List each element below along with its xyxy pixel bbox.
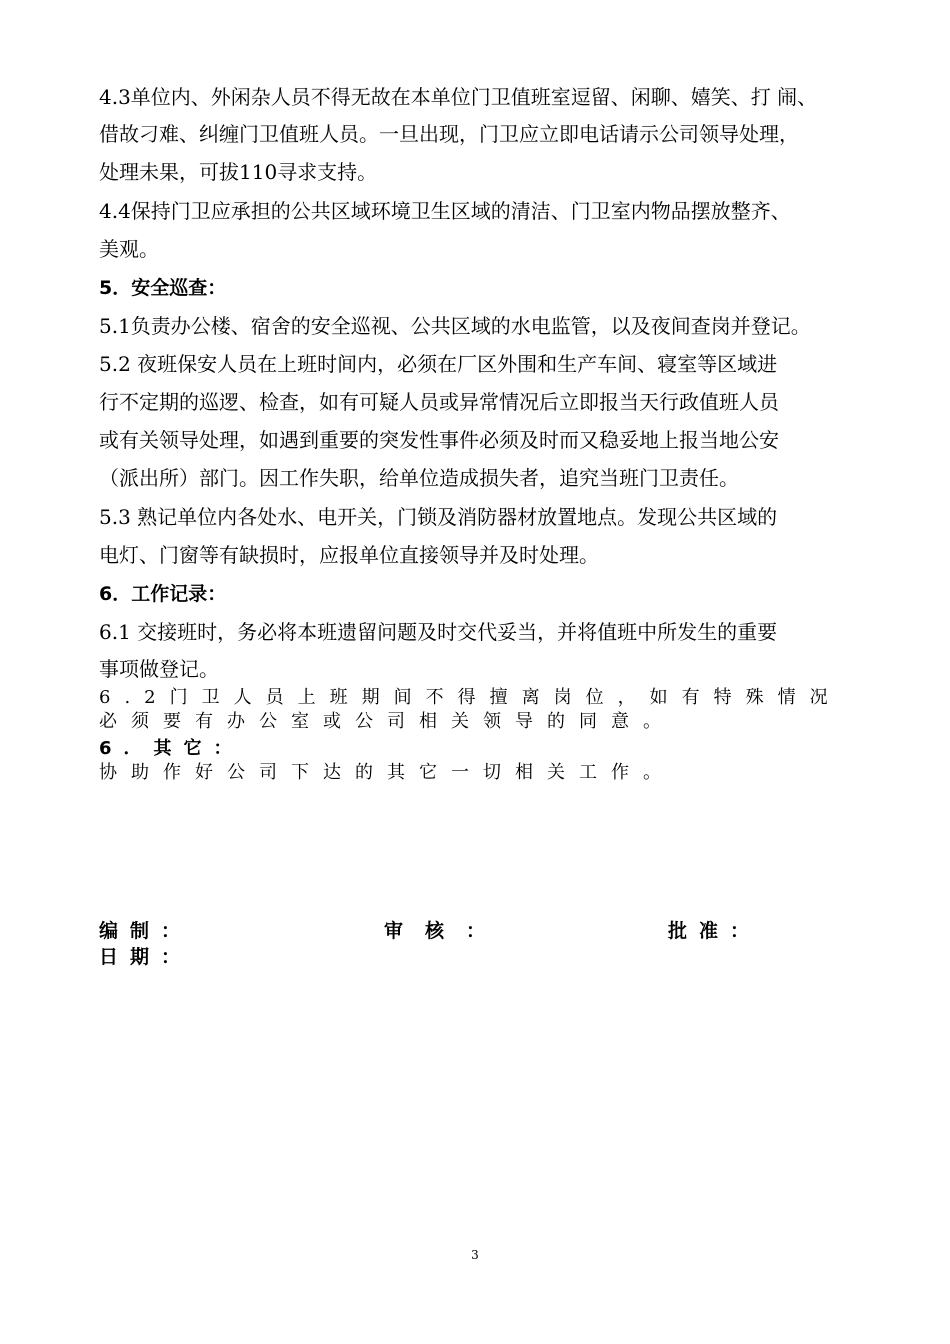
section-6-heading: 6．工作记录： bbox=[99, 583, 227, 605]
paragraph-6-1-line-2: 事项做登记。 bbox=[99, 657, 219, 681]
paragraph-5-2-line-3: 或有关领导处理，如遇到重要的突发性事件必须及时而又稳妥地上报当地公安 bbox=[99, 428, 779, 452]
approved-by-label: 批准： bbox=[668, 920, 762, 942]
paragraph-5-3-line-2: 电灯、门窗等有缺损时，应报单位直接领导并及时处理。 bbox=[99, 543, 599, 567]
paragraph-5-2-line-4: （派出所）部门。因工作失职，给单位造成损失者，追究当班门卫责任。 bbox=[99, 466, 739, 490]
paragraph-5-3-line-1: 5.3 熟记单位内各处水、电开关，门锁及消防器材放置地点。发现公共区域的 bbox=[99, 505, 778, 529]
paragraph-4-4-line-2: 美观。 bbox=[99, 237, 159, 261]
prepared-by-label: 编制： bbox=[99, 920, 193, 942]
paragraph-4-4-line-1: 4.4保持门卫应承担的公共区域环境卫生区域的清洁、门卫室内物品摆放整齐、 bbox=[99, 199, 791, 223]
paragraph-6-2-line-2: 必须要有办公室或公司相关领导的同意。 bbox=[99, 711, 675, 732]
paragraph-other: 协助作好公司下达的其它一切相关工作。 bbox=[99, 762, 675, 783]
paragraph-5-1: 5.1负责办公楼、宿舍的安全巡视、公共区域的水电监管，以及夜间查岗并登记。 bbox=[99, 314, 811, 338]
section-other-heading: 6．其它： bbox=[99, 738, 244, 759]
paragraph-4-3-line-3: 处理未果，可拔110寻求支持。 bbox=[99, 160, 378, 184]
paragraph-5-2-line-1: 5.2 夜班保安人员在上班时间内，必须在厂区外围和生产车间、寝室等区域进 bbox=[99, 352, 778, 376]
page-number: 3 bbox=[471, 1248, 479, 1262]
paragraph-4-3-line-2: 借故刁难、纠缠门卫值班人员。一旦出现，门卫应立即电话请示公司领导处理， bbox=[99, 122, 799, 146]
paragraph-4-3-line-1: 4.3单位内、外闲杂人员不得无故在本单位门卫值班室逗留、闲聊、嬉笑、打 闹、 bbox=[99, 85, 818, 109]
reviewed-by-label: 审核： bbox=[384, 920, 508, 942]
paragraph-5-2-line-2: 行不定期的巡逻、检查，如有可疑人员或异常情况后立即报当天行政值班人员 bbox=[99, 390, 779, 414]
section-5-heading: 5．安全巡查： bbox=[99, 277, 227, 299]
paragraph-6-2-line-1: 6.2门卫人员上班期间不得擅离岗位，如有特殊情况 bbox=[99, 687, 842, 708]
date-label: 日期： bbox=[99, 946, 193, 968]
paragraph-6-1-line-1: 6.1 交接班时，务必将本班遗留问题及时交代妥当，并将值班中所发生的重要 bbox=[99, 620, 778, 644]
